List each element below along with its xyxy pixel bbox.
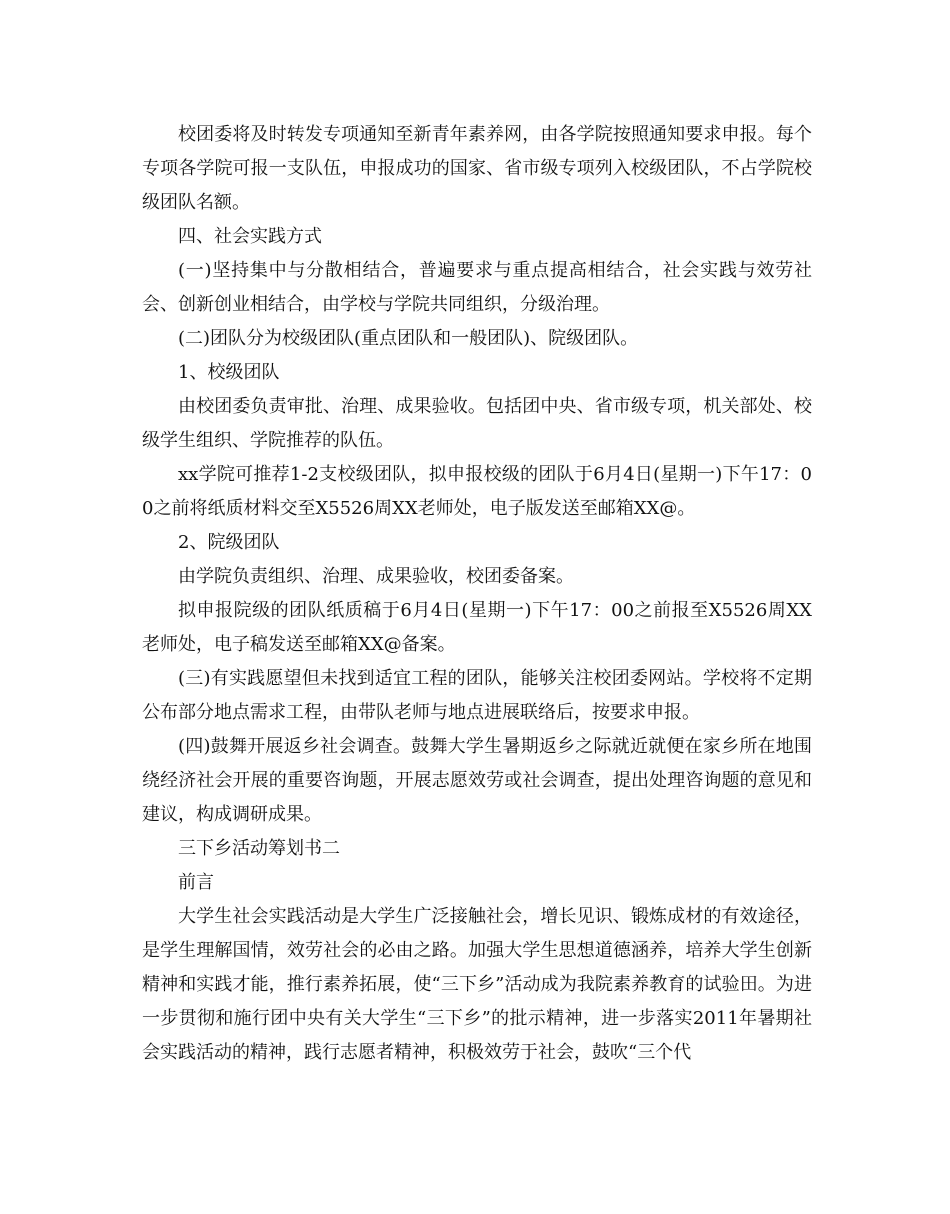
paragraph-preface: 大学生社会实践活动是大学生广泛接触社会，增长见识、锻炼成材的有效途径，是学生理解国情，效劳社会的必由之路。加强大学生思想道德涵养，培养大学生创新精神和实践才能，推行素养拓展，使“三下乡”活动成为我院素养教育的试验田。为进一步贯彻和施行团中央有关大学生“三下乡”的批示精神，进一步落实2011年暑期社会实践活动的精神，践行志愿者精神，积极效劳于社会，鼓吹“三个代 [142,906,812,1063]
paragraph-item-1: (一)坚持集中与分散相结合，普遍要求与重点提高相结合，社会实践与效劳社会、创新创业相结合，由学校与学院共同组织，分级治理。 [142,260,812,315]
paragraph-college-teams-deadline: 拟申报院级的团队纸质稿于6月4日(星期一)下午17：00之前报至X5526周XX老师处，电子稿发送至邮箱XX@备案。 [142,600,812,655]
document-body [142,118,812,1070]
paragraph-college-teams: 由学院负责组织、治理、成果验收，校团委备案。 [178,566,574,587]
paragraph-report-notice: 校团委将及时转发专项通知至新青年素养网，由各学院按照通知要求申报。每个专项各学院可报一支队伍，申报成功的国家、省市级专项列入校级团队，不占学院校级团队名额。 [142,124,812,213]
paragraph-item-3: (三)有实践愿望但未找到适宜工程的团队，能够关注校团委网站。学校将不定期公布部分地点需求工程，由带队老师与地点进展联络后，按要求申报。 [142,668,812,723]
paragraph-school-teams: 由校团委负责审批、治理、成果验收。包括团中央、省市级专项，机关部处、校级学生组织、学院推荐的队伍。 [142,396,812,451]
heading-college-teams: 2、院级团队 [178,532,280,553]
heading-preface: 前言 [178,872,214,893]
heading-plan-two: 三下乡活动筹划书二 [178,838,340,859]
heading-school-teams: 1、校级团队 [178,362,280,383]
paragraph-item-2: (二)团队分为校级团队(重点团队和一般团队)、院级团队。 [178,328,639,349]
heading-practice-methods: 四、社会实践方式 [178,226,322,247]
paragraph-school-teams-deadline: xx学院可推荐1-2支校级团队，拟申报校级的团队于6月4日(星期一)下午17：00之前将纸质材料交至X5526周XX老师处，电子版发送至邮箱XX@。 [142,464,812,519]
paragraph-item-4: (四)鼓舞开展返乡社会调查。鼓舞大学生暑期返乡之际就近就便在家乡所在地围绕经济社会开展的重要咨询题，开展志愿效劳或社会调查，提出处理咨询题的意见和建议，构成调研成果。 [142,736,812,825]
